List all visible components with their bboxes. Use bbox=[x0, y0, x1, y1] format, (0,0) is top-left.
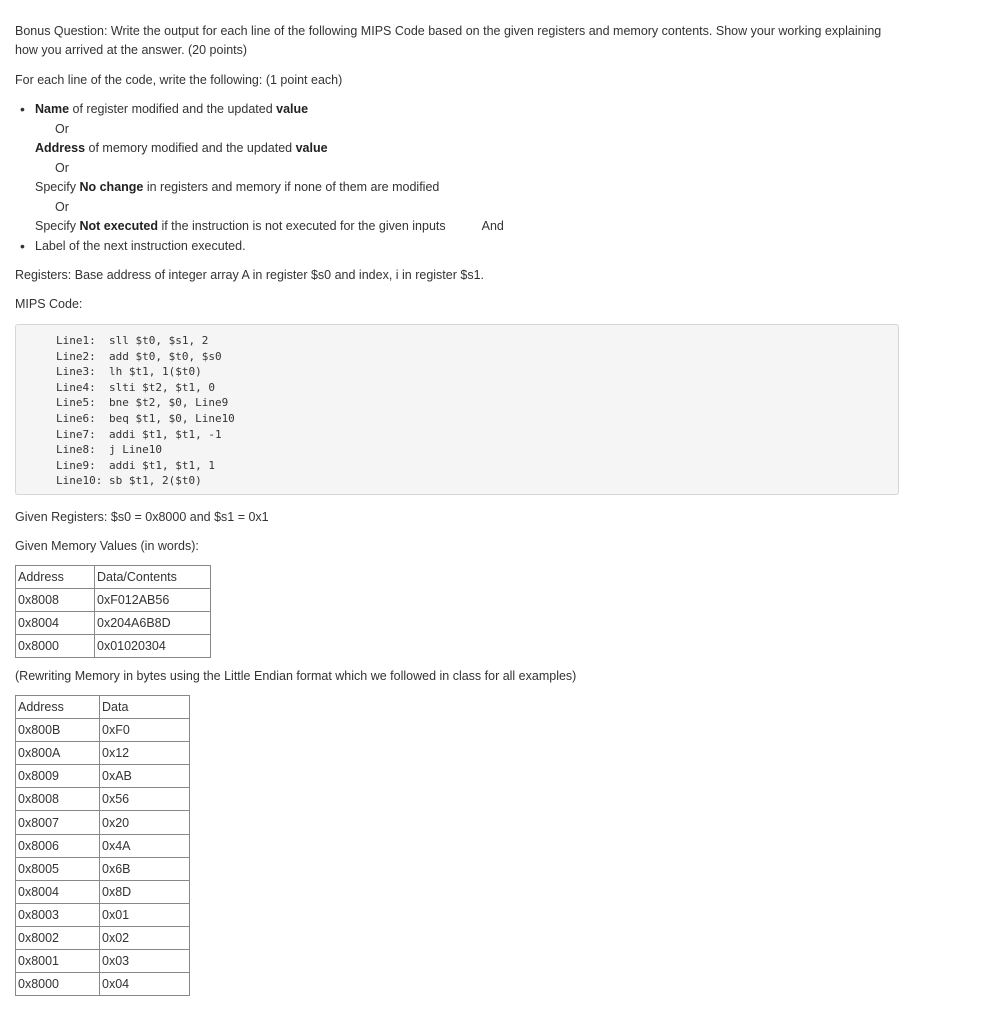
code-line: Line2: add $t0, $t0, $s0 bbox=[56, 349, 222, 363]
not-executed-bold: Not executed bbox=[79, 219, 158, 233]
given-registers: Given Registers: $s0 = 0x8000 and $s1 = 0x1 bbox=[15, 510, 269, 524]
table-cell: 0x01020304 bbox=[95, 635, 211, 658]
code-line: Line10: sb $t1, 2($t0) bbox=[56, 474, 202, 488]
list-item bbox=[15, 178, 905, 198]
table-header-cell: Data/Contents bbox=[95, 566, 211, 589]
list-item bbox=[15, 237, 905, 257]
table-cell: 0x6B bbox=[100, 857, 190, 880]
table-header-cell: Address bbox=[16, 696, 100, 719]
table-cell: 0x01 bbox=[100, 903, 190, 926]
table-cell: 0x20 bbox=[100, 811, 190, 834]
code-line: Line6: beq $t1, $0, Line10 bbox=[56, 411, 235, 425]
table-row bbox=[16, 788, 190, 811]
mips-code-label: MIPS Code: bbox=[15, 297, 83, 311]
table-row bbox=[16, 950, 190, 973]
code-line: Line4: slti $t2, $t1, 0 bbox=[56, 380, 215, 394]
table-row bbox=[16, 834, 190, 857]
table-cell: 0x8D bbox=[100, 880, 190, 903]
value-bold: value bbox=[276, 102, 309, 116]
table-cell: 0x800B bbox=[16, 719, 100, 742]
table-header-cell: Address bbox=[16, 566, 95, 589]
word-memory-table bbox=[15, 565, 211, 658]
table-row bbox=[16, 811, 190, 834]
or-separator bbox=[15, 159, 905, 179]
code-line: Line8: j Line10 bbox=[56, 443, 162, 457]
or-text: Or bbox=[55, 121, 69, 136]
question-content bbox=[15, 22, 905, 996]
little-endian-note: (Rewriting Memory in bytes using the Little Endian format which we followed in class for all examples) bbox=[15, 669, 577, 683]
table-cell: 0x04 bbox=[100, 973, 190, 996]
table-cell: 0x56 bbox=[100, 788, 190, 811]
table-cell: 0x4A bbox=[100, 834, 190, 857]
code-line: Line1: sll $t0, $s1, 2 bbox=[56, 334, 209, 347]
table-header-row bbox=[16, 696, 190, 719]
table-cell: 0x8003 bbox=[16, 903, 100, 926]
value-bold: value bbox=[295, 141, 328, 155]
or-separator bbox=[15, 198, 905, 218]
table-cell: 0x03 bbox=[100, 950, 190, 973]
or-separator bbox=[15, 120, 905, 140]
table-cell: 0x8002 bbox=[16, 926, 100, 949]
table-cell: 0x204A6B8D bbox=[95, 612, 211, 635]
table-cell: 0x800A bbox=[16, 742, 100, 765]
table-cell: 0x8006 bbox=[16, 834, 100, 857]
table-header-cell: Data bbox=[100, 696, 190, 719]
table-row bbox=[16, 765, 190, 788]
byte-memory-table bbox=[15, 695, 190, 996]
table-row bbox=[16, 880, 190, 903]
table-cell: 0x8000 bbox=[16, 635, 95, 658]
list-item bbox=[15, 217, 905, 237]
or-text: Or bbox=[55, 199, 69, 214]
table-row bbox=[16, 903, 190, 926]
table-cell: 0x8000 bbox=[16, 973, 100, 996]
and-text: And bbox=[481, 219, 504, 233]
table-cell: 0x02 bbox=[100, 926, 190, 949]
table-cell: 0x8004 bbox=[16, 612, 95, 635]
answer-requirements-list bbox=[15, 100, 905, 256]
table-cell: 0x8001 bbox=[16, 950, 100, 973]
table-cell: 0x8008 bbox=[16, 788, 100, 811]
table-row bbox=[16, 612, 211, 635]
no-change-text: in registers and memory if none of them are modified bbox=[143, 180, 440, 194]
specify-text: Specify bbox=[35, 180, 80, 194]
table-row bbox=[16, 635, 211, 658]
address-bold: Address bbox=[35, 141, 86, 155]
table-cell: 0x8009 bbox=[16, 765, 100, 788]
registers-description: Registers: Base address of integer array A in register $s0 and index, i in register $s1. bbox=[15, 268, 484, 282]
label-line: Label of the next instruction executed. bbox=[35, 238, 246, 253]
table-cell: 0x8004 bbox=[16, 880, 100, 903]
table-row bbox=[16, 926, 190, 949]
table-cell: 0x8008 bbox=[16, 589, 95, 612]
given-memory-label: Given Memory Values (in words): bbox=[15, 539, 199, 553]
code-block bbox=[15, 324, 899, 495]
list-item bbox=[15, 100, 905, 120]
list-item bbox=[15, 139, 905, 159]
table-row bbox=[16, 973, 190, 996]
table-row bbox=[16, 742, 190, 765]
table-header-row bbox=[16, 566, 211, 589]
name-text: of register modified and the updated bbox=[69, 102, 277, 116]
code-line: Line7: addi $t1, $t1, -1 bbox=[56, 427, 222, 441]
or-text: Or bbox=[55, 160, 69, 175]
code-line: Line3: lh $t1, 1($t0) bbox=[56, 365, 202, 379]
code-line: Line9: addi $t1, $t1, 1 bbox=[56, 458, 215, 472]
specify-text: Specify bbox=[35, 219, 80, 233]
table-cell: 0x12 bbox=[100, 742, 190, 765]
code-line: Line5: bne $t2, $0, Line9 bbox=[56, 396, 229, 410]
table-cell: 0xF012AB56 bbox=[95, 589, 211, 612]
table-row bbox=[16, 857, 190, 880]
question-intro: Bonus Question: Write the output for each line of the following MIPS Code based on the given registers and memory contents. Show your working explaining how you arrived at the answer. (20 points) bbox=[15, 24, 882, 57]
no-change-bold: No change bbox=[79, 180, 144, 194]
table-row bbox=[16, 719, 190, 742]
table-cell: 0x8007 bbox=[16, 811, 100, 834]
table-cell: 0xAB bbox=[100, 765, 190, 788]
points-instruction: For each line of the code, write the following: (1 point each) bbox=[15, 73, 343, 87]
table-row bbox=[16, 589, 211, 612]
table-cell: 0xF0 bbox=[100, 719, 190, 742]
table-cell: 0x8005 bbox=[16, 857, 100, 880]
address-text: of memory modified and the updated bbox=[85, 141, 296, 155]
name-bold: Name bbox=[35, 102, 70, 116]
not-executed-text: if the instruction is not executed for the given inputs bbox=[157, 219, 446, 233]
